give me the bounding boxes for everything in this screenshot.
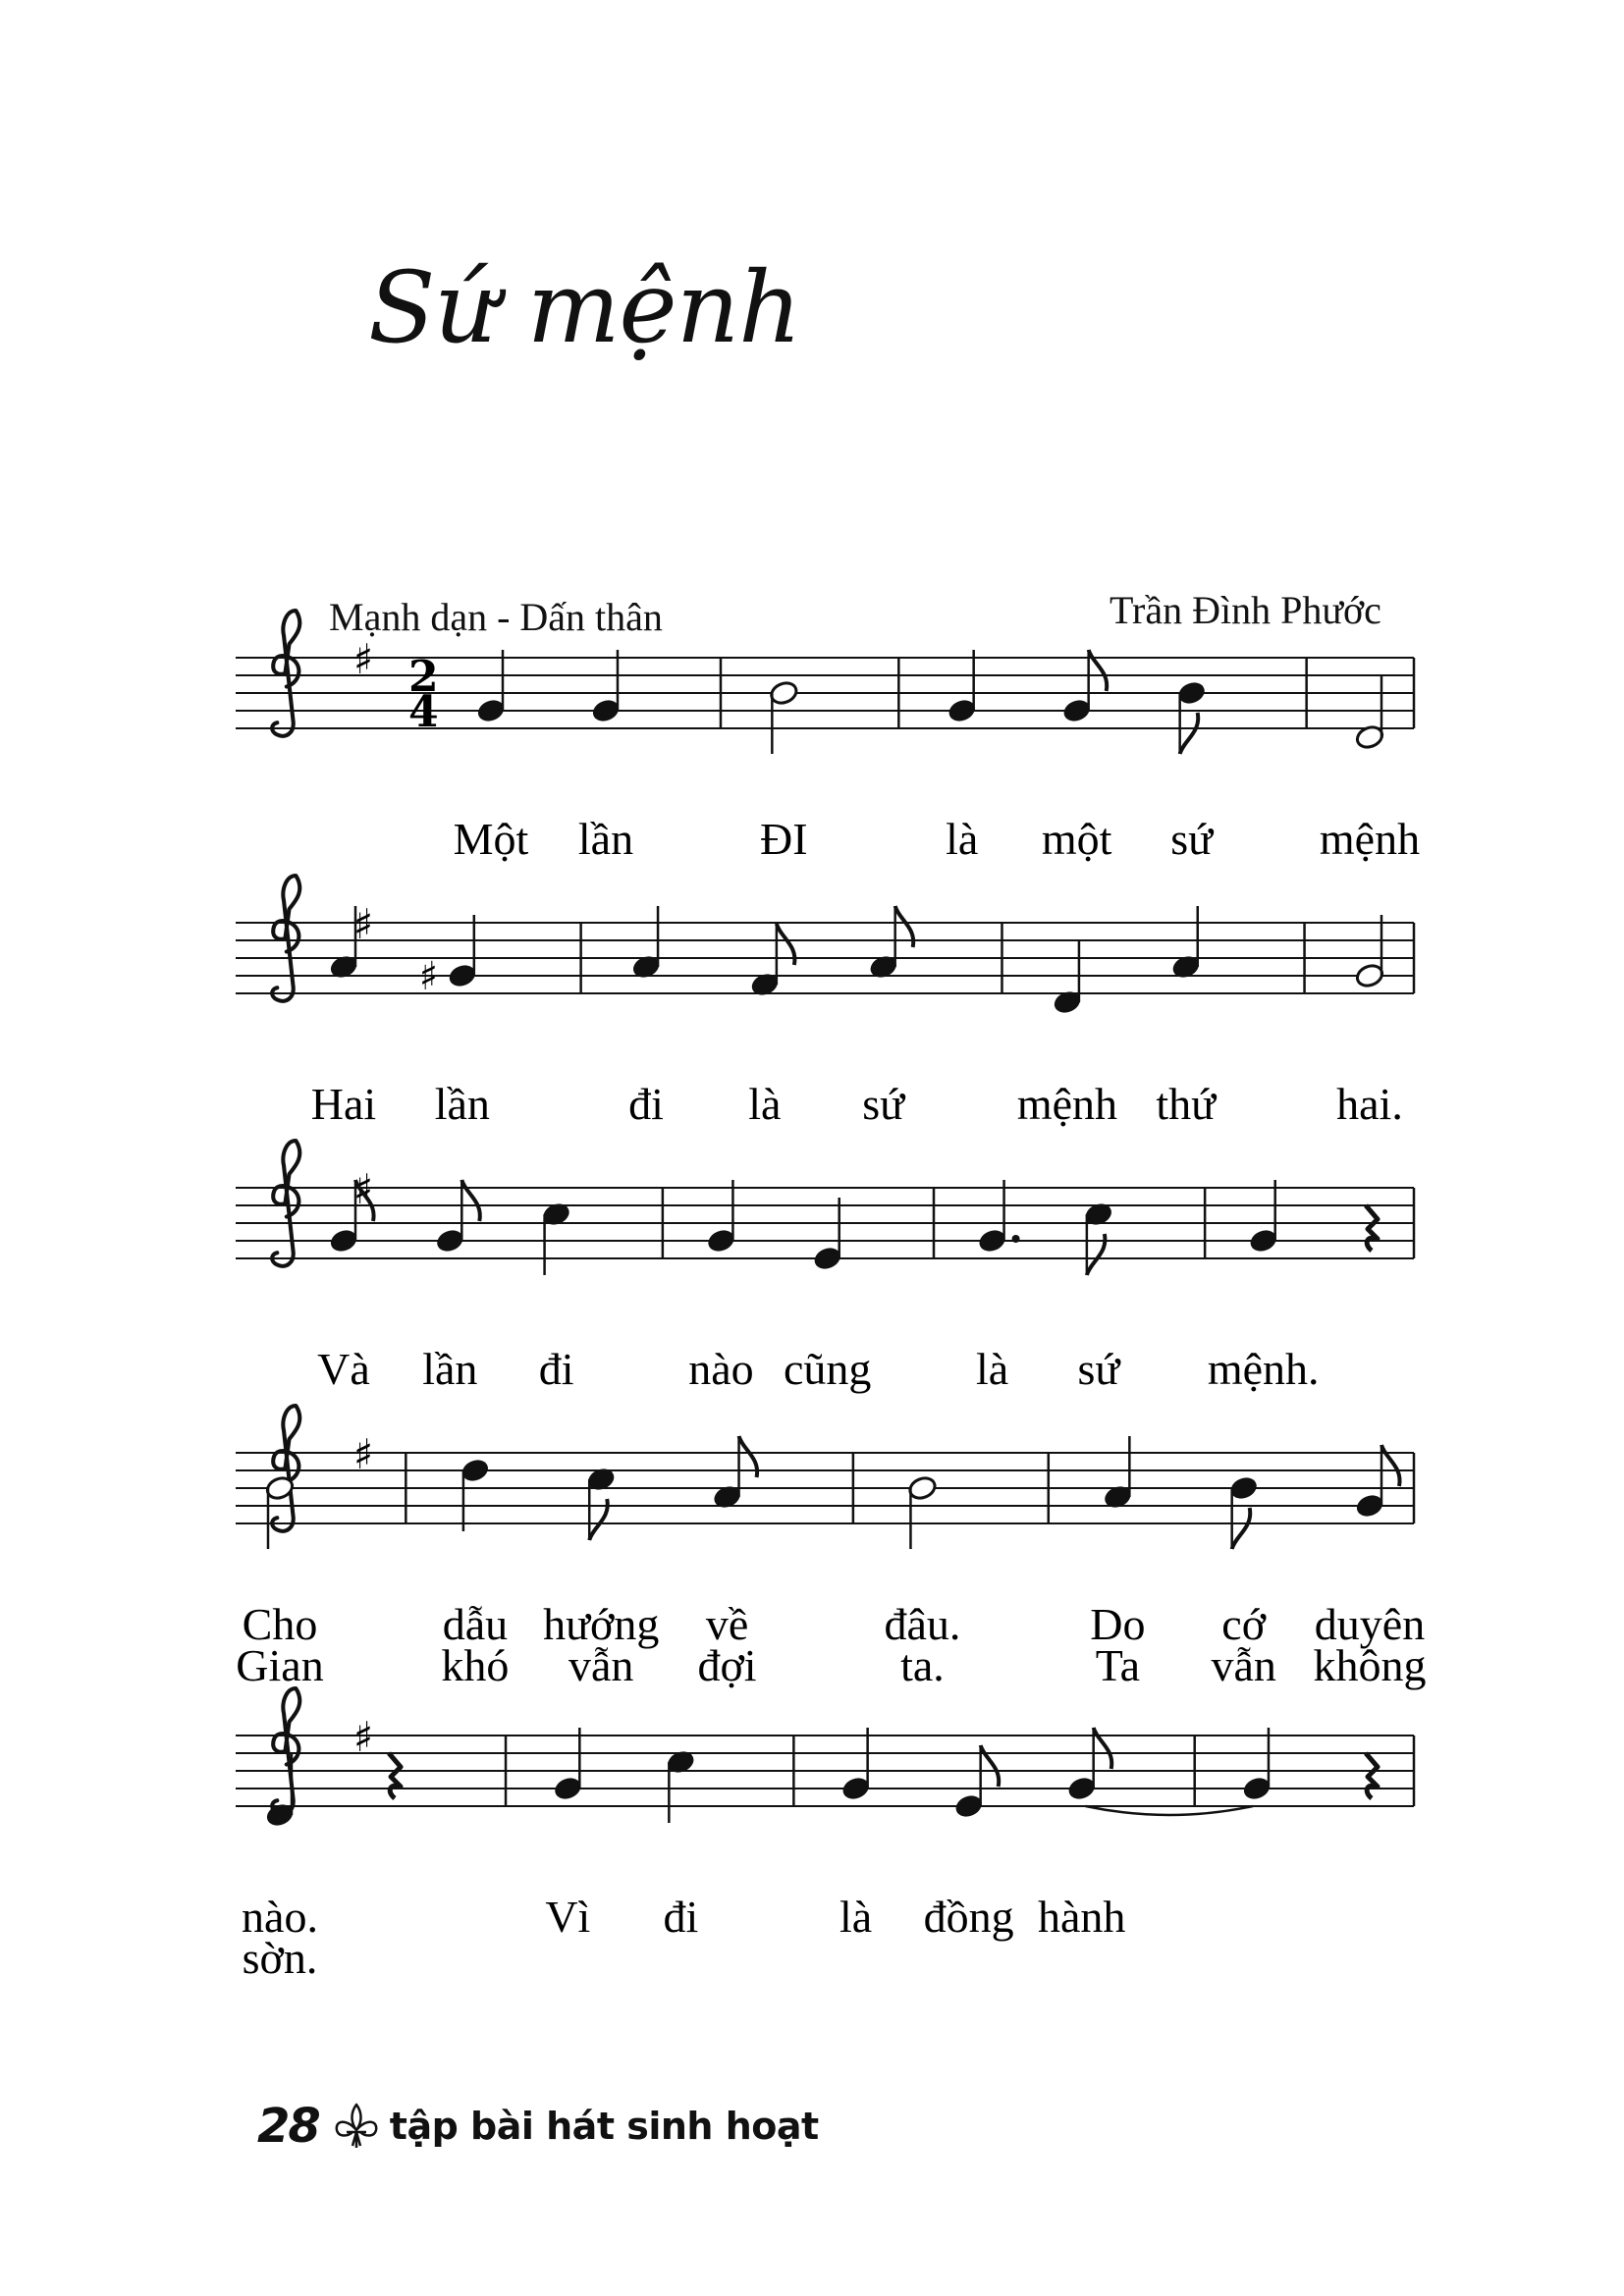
lyric-syllable: Do [1090,1599,1146,1649]
page-footer [257,2099,819,2154]
lyric-syllable: sứ [1077,1344,1120,1394]
treble-clef-icon [272,1688,299,1814]
lyric-syllable: lần [422,1344,478,1394]
lyric-syllable-verse-2: Ta [1095,1640,1141,1690]
lyric-syllable: đi [538,1344,574,1394]
quarter-rest-icon [389,1753,401,1798]
page-number: 28 [257,2099,319,2154]
key-signature-sharp: ♯ [353,900,374,948]
lyric-syllable: là [748,1079,782,1129]
treble-clef-icon [272,1141,299,1266]
lyric-syllable: hai. [1336,1079,1403,1129]
treble-clef-icon [272,611,299,736]
treble-clef-icon [272,1406,299,1531]
composer-name: Trần Đình Phước [1110,588,1381,632]
book-title: tập bài hát sinh hoạt [389,2105,819,2148]
lyric-syllable: mệnh. [1207,1344,1320,1394]
lyric-syllable: là [946,814,979,864]
lyric-syllable: hành [1037,1892,1126,1942]
time-signature-top: 2 [408,652,439,702]
lyric-syllable-verse-2: ta. [900,1640,945,1690]
key-signature-sharp: ♯ [353,635,374,683]
lyric-syllable-verse-2: Gian [236,1640,324,1690]
lyric-syllable: một [1041,814,1112,864]
lyric-syllable: cũng [784,1344,872,1394]
lyric-syllable: đồng [923,1892,1014,1942]
augmentation-dot [1012,1235,1020,1243]
note-flag [1381,1445,1400,1486]
lyric-syllable: mệnh [1319,814,1421,864]
lyric-syllable: cớ [1221,1599,1267,1649]
accidental-sharp: ♯ [418,954,439,999]
lyric-syllable-verse-2: không [1313,1640,1427,1690]
lyric-syllable: sứ [1170,814,1214,864]
note-flag [1180,713,1199,754]
note-flag [981,1745,1000,1787]
lyric-syllable: về [705,1599,749,1649]
time-signature-bottom: 4 [408,687,439,737]
lyric-syllable-verse-2: vẫn [1211,1640,1276,1690]
lyric-syllable: lần [434,1079,490,1129]
lyric-syllable: dẫu [442,1599,509,1649]
lyric-syllable: Và [317,1344,370,1394]
lyric-syllable: nào [688,1344,754,1394]
lyric-syllable-verse-2: sờn. [242,1933,318,1983]
note-flag [1089,650,1108,691]
lyric-syllable: đi [663,1892,699,1942]
lyric-syllable-verse-2: khó [441,1640,510,1690]
lyric-syllable: mệnh [1016,1079,1118,1129]
tie [1086,1806,1253,1815]
lyric-syllable: nào. [242,1892,318,1942]
note-flag [1094,1728,1112,1769]
lyric-syllable: duyên [1314,1599,1426,1649]
key-signature-sharp: ♯ [353,1430,374,1478]
fleur-de-lis-icon [333,2103,380,2150]
quarter-rest-icon [1366,1753,1378,1798]
lyric-syllable: là [839,1892,873,1942]
lyric-syllable: Cho [242,1599,318,1649]
lyric-syllable-verse-2: vẫn [568,1640,634,1690]
lyric-syllable: đi [628,1079,664,1129]
lyric-syllable: đâu. [884,1599,961,1649]
key-signature-sharp: ♯ [353,1713,374,1761]
lyric-syllable: Một [453,814,529,864]
song-title: Sứ mệnh [368,250,801,365]
tempo-marking: Mạnh dạn - Dấn thân [329,595,663,639]
treble-clef-icon [272,876,299,1001]
lyric-syllable: thứ [1156,1079,1217,1129]
lyric-syllable: ĐI [760,814,808,864]
note-flag [1232,1508,1251,1549]
lyric-syllable: lần [577,814,634,864]
lyric-syllable: Vì [545,1892,591,1942]
note-flag [461,1180,480,1221]
key-signature-sharp: ♯ [353,1165,374,1213]
lyric-syllable: hướng [543,1599,660,1649]
lyric-syllable: Hai [310,1079,377,1129]
lyric-syllable-verse-2: đợi [697,1640,757,1690]
quarter-rest-icon [1366,1205,1378,1251]
lyric-syllable: là [975,1344,1009,1394]
lyric-syllable: sứ [862,1079,905,1129]
